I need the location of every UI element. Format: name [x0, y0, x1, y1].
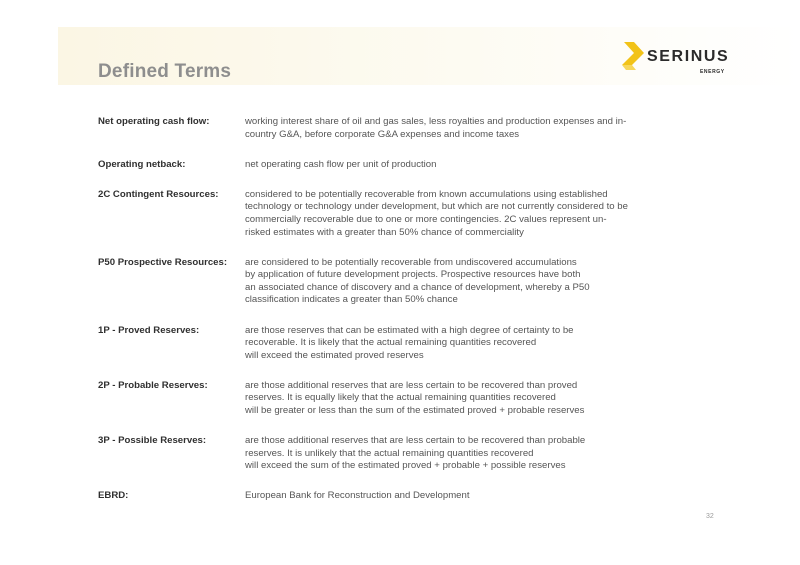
- term-definition-line: will exceed the estimated proved reserves: [245, 349, 424, 361]
- term-definition-line: are those additional reserves that are less certain to be recovered than probable: [245, 435, 586, 447]
- term-definition-line: are those reserves that can be estimated with a high degree of certainty to be: [245, 324, 574, 336]
- term-definition-line: risked estimates with a greater than 50% chance of commerciality: [245, 226, 524, 238]
- term-definition: [245, 380, 698, 418]
- term-definition: [245, 159, 698, 172]
- term-definition: [245, 490, 698, 503]
- term-row: [98, 116, 698, 141]
- term-row: [98, 257, 698, 307]
- term-label: P50 Prospective Resources:: [98, 256, 228, 268]
- term-definition-line: by application of future development projects. Prospective resources have both: [245, 269, 581, 281]
- term-definition-line: classification indicates a greater than 50% chance: [245, 294, 458, 306]
- term-label: 2C Contingent Resources:: [98, 188, 219, 200]
- term-definition-line: reserves. It is unlikely that the actual remaining quantities recovered: [245, 447, 534, 459]
- term-row: [98, 490, 698, 503]
- term-definition: [245, 189, 698, 239]
- term-definition-line: country G&A, before corporate G&A expenses and income taxes: [245, 128, 520, 140]
- term-definition-line: will exceed the sum of the estimated proved + probable + possible reserves: [245, 460, 566, 472]
- term-definition-line: commercially recoverable due to one or more contingencies. 2C values represent un-: [245, 213, 607, 225]
- term-definition-line: an associated chance of discovery and a chance of development, whereby a P50: [245, 281, 590, 293]
- term-row: [98, 435, 698, 473]
- serinus-chevron-icon: [620, 42, 646, 76]
- term-definition-line: European Bank for Reconstruction and Development: [245, 490, 470, 502]
- term-row: [98, 159, 698, 172]
- term-definition-line: reserves. It is equally likely that the actual remaining quantities recovered: [245, 392, 556, 404]
- terms-list: [98, 116, 698, 520]
- term-row: [98, 189, 698, 239]
- page-title: Defined Terms: [98, 61, 232, 82]
- logo-sub: ENERGY: [700, 69, 725, 75]
- term-label: Net operating cash flow:: [98, 116, 210, 127]
- term-label: 2P - Probable Reserves:: [98, 379, 208, 391]
- term-definition: [245, 435, 698, 473]
- term-definition: [245, 325, 698, 363]
- page-number: 32: [706, 513, 714, 520]
- term-definition: [245, 257, 698, 307]
- term-label: Operating netback:: [98, 158, 186, 170]
- term-definition: [245, 116, 698, 141]
- term-label: EBRD:: [98, 490, 129, 502]
- term-row: [98, 325, 698, 363]
- term-label: 1P - Proved Reserves:: [98, 324, 200, 336]
- term-label: 3P - Possible Reserves:: [98, 435, 207, 447]
- logo-name: SERINUS: [647, 48, 730, 65]
- term-row: [98, 380, 698, 418]
- term-definition-line: will be greater or less than the sum of the estimated proved + probable reserves: [245, 405, 585, 416]
- term-definition-line: considered to be potentially recoverable from known accumulations using established: [245, 188, 608, 200]
- term-definition-line: technology or technology under development, but which are not currently considered to be: [245, 201, 628, 213]
- term-definition-line: are those additional reserves that are less certain to be recovered than proved: [245, 379, 578, 391]
- term-definition-line: are considered to be potentially recoverable from undiscovered accumulations: [245, 256, 577, 268]
- term-definition-line: working interest share of oil and gas sales, less royalties and production expenses and in-: [245, 116, 627, 127]
- term-definition-line: recoverable. It is likely that the actual remaining quantities recovered: [245, 337, 537, 349]
- company-logo: [620, 42, 750, 86]
- term-definition-line: net operating cash flow per unit of production: [245, 158, 437, 170]
